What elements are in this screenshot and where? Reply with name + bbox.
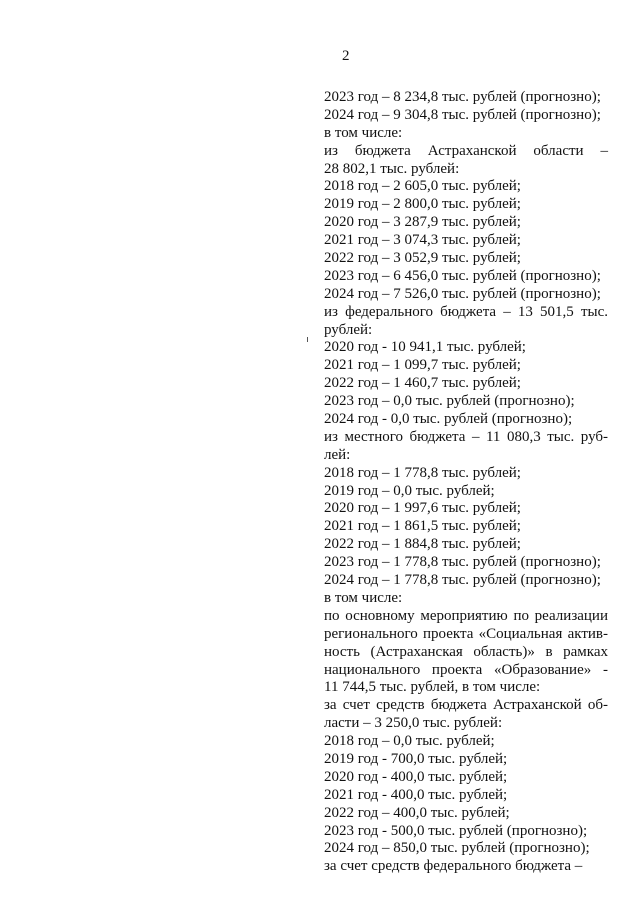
text-line: лей: (324, 446, 351, 463)
text-line: 2023 год – 6 456,0 тыс. рублей (прогнозно); (324, 267, 601, 284)
document-body (324, 89, 608, 876)
text-line: 2022 год – 1 460,7 тыс. рублей; (324, 375, 521, 392)
text-line: 2022 год – 3 052,9 тыс. рублей; (324, 250, 521, 267)
text-line: 2023 год - 500,0 тыс. рублей (прогнозно); (324, 822, 588, 839)
text-line: 2023 год – 1 778,8 тыс. рублей (прогнозно); (324, 554, 601, 571)
text-line: 11 744,5 тыс. рублей, в том числе: (324, 679, 541, 696)
text-line: 2019 год – 2 800,0 тыс. рублей; (324, 196, 521, 213)
text-line: из местного бюджета – 11 080,3 тыс. руб- (324, 428, 608, 445)
text-line: 2024 год – 850,0 тыс. рублей (прогнозно); (324, 840, 590, 857)
text-line: 2020 год – 1 997,6 тыс. рублей; (324, 500, 521, 517)
text-line: ласти – 3 250,0 тыс. рублей: (324, 715, 503, 732)
text-line: 28 802,1 тыс. рублей: (324, 160, 460, 177)
text-line: 2020 год - 10 941,1 тыс. рублей; (324, 339, 526, 356)
text-line: из федерального бюджета – 13 501,5 тыс. (324, 303, 608, 320)
text-line: регионального проекта «Социальная актив- (324, 625, 608, 642)
text-line: национального проекта «Образование» - (324, 661, 608, 678)
text-line: 2021 год – 3 074,3 тыс. рублей; (324, 232, 521, 249)
text-line: рублей: (324, 321, 373, 338)
text-line: 2018 год – 1 778,8 тыс. рублей; (324, 464, 521, 481)
text-line: 2021 год – 1 099,7 тыс. рублей; (324, 357, 521, 374)
text-line: ность (Астраханская область)» в рамках (324, 643, 608, 660)
text-line: 2024 год – 1 778,8 тыс. рублей (прогнозно); (324, 572, 601, 589)
text-line: 2021 год – 1 861,5 тыс. рублей; (324, 518, 521, 535)
text-line: 2020 год – 3 287,9 тыс. рублей; (324, 214, 521, 231)
text-line: по основному мероприятию по реализации (324, 607, 608, 624)
text-line: 2023 год – 0,0 тыс. рублей (прогнозно); (324, 393, 575, 410)
text-line: 2024 год – 7 526,0 тыс. рублей (прогнозно); (324, 285, 601, 302)
text-line: из бюджета Астраханской области – (324, 142, 608, 159)
text-line: за счет средств федерального бюджета – (324, 858, 583, 875)
text-line: 2024 год – 9 304,8 тыс. рублей (прогнозно); (324, 106, 601, 123)
text-line: в том числе: (324, 589, 403, 606)
text-line: 2019 год – 0,0 тыс. рублей; (324, 482, 495, 499)
text-line: 2021 год - 400,0 тыс. рублей; (324, 786, 508, 803)
text-line: 2022 год – 1 884,8 тыс. рублей; (324, 536, 521, 553)
stray-mark (307, 337, 308, 342)
text-line: 2022 год – 400,0 тыс. рублей; (324, 804, 510, 821)
text-line: в том числе: (324, 124, 403, 141)
page-number: 2 (342, 48, 350, 64)
text-line: 2023 год – 8 234,8 тыс. рублей (прогнозно); (324, 89, 601, 105)
text-line: 2018 год – 0,0 тыс. рублей; (324, 733, 495, 750)
text-line: 2020 год - 400,0 тыс. рублей; (324, 768, 508, 785)
text-line: 2018 год – 2 605,0 тыс. рублей; (324, 178, 521, 195)
text-line: 2019 год - 700,0 тыс. рублей; (324, 750, 508, 767)
text-line: за счет средств бюджета Астраханской об- (324, 697, 608, 714)
text-line: 2024 год - 0,0 тыс. рублей (прогнозно); (324, 411, 573, 428)
